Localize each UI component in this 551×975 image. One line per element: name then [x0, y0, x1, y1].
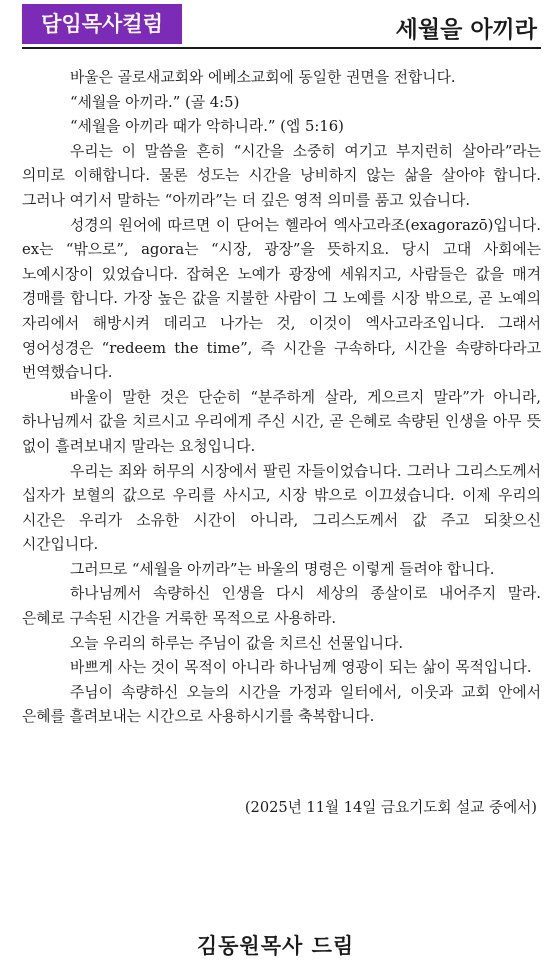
paragraph: 우리는 죄와 허무의 시장에서 팔린 자들이었습니다. 그러나 그리스도께서 십자가 보혈의 값으로 우리를 사시고, 시장 밖으로 이끄셨습니다. 이제 우리의 시간은 우리가 소유한 시간이 아니라, 그리스도께서 값 주고 되찾으신 시간입니다. — [22, 462, 541, 554]
paragraph: 오늘 우리의 하루는 주님이 값을 치르신 선물입니다. — [70, 634, 404, 652]
paragraph: 그러므로 “세월을 아끼라”는 바울의 명령은 이렇게 들려야 합니다. — [70, 560, 495, 578]
paragraph: 주님이 속량하신 오늘의 시간을 가정과 일터에서, 이웃과 교회 안에서 은혜를 흘려보내는 시간으로 사용하시기를 축복합니다. — [22, 683, 541, 726]
column-badge: 담임목사컬럼 — [22, 4, 182, 44]
header-divider — [22, 47, 541, 49]
scripture-quote: “세월을 아끼라.” (골 4:5) — [70, 93, 240, 111]
column-body — [22, 66, 541, 730]
paragraph: 바울이 말한 것은 단순히 “분주하게 살라, 게으르지 말라”가 아니라, 하나님께서 값을 치르시고 우리에게 주신 시간, 곧 은혜로 속량된 인생을 아무 뜻 없이 흘려보내지 말라는 요청입니다. — [22, 388, 541, 455]
paragraph: 성경의 원어에 따르면 이 단어는 헬라어 엑사고라조(exagorazō)입니다. ex는 “밖으로”, agora는 “시장, 광장”을 뜻하지요. 당시 고대 사회에는 노예시장이 있었습니다. 잡혀온 노예가 광장에 세워지고, 사람들은 값을 매겨 경매를 합니다. 가장 높은 값을 지불한 사람이 그 노예를 시장 밖으로, 곧 노예의 자리에서 해방시켜 데리고 나가는 것, 이것이 엑사고라조입니다. 그래서 영어성경은 “redeem the time”, 즉 시간을 구속하다, 시간을 속량하다라고 번역했습니다. — [22, 216, 541, 382]
sermon-source-note: (2025년 11월 14일 금요기도회 설교 중에서) — [244, 799, 537, 816]
paragraph: 하나님께서 속량하신 인생을 다시 세상의 종살이로 내어주지 말라. 은혜로 구속된 시간을 거룩한 목적으로 사용하라. — [22, 585, 542, 628]
column-header — [0, 0, 551, 52]
paragraph: 바쁘게 사는 것이 목적이 아니라 하나님께 영광이 되는 삶이 목적입니다. — [70, 659, 532, 677]
paragraph: 우리는 이 말씀을 흔히 “시간을 소중히 여기고 부지런히 살아라”라는 의미로 이해합니다. 물론 성도는 시간을 낭비하지 않는 삶을 살아야 합니다. 그러나 여기서 말하는 “아끼라”는 더 깊은 영적 의미를 품고 있습니다. — [22, 142, 541, 209]
paragraph: 바울은 골로새교회와 에베소교회에 동일한 권면을 전합니다. — [70, 69, 456, 86]
column-title: 세월을 아끼라 — [395, 16, 537, 43]
scripture-quote: “세월을 아끼라 때가 악하니라.” (엡 5:16) — [70, 118, 344, 136]
author-signature: 김동원목사 드림 — [196, 933, 355, 958]
